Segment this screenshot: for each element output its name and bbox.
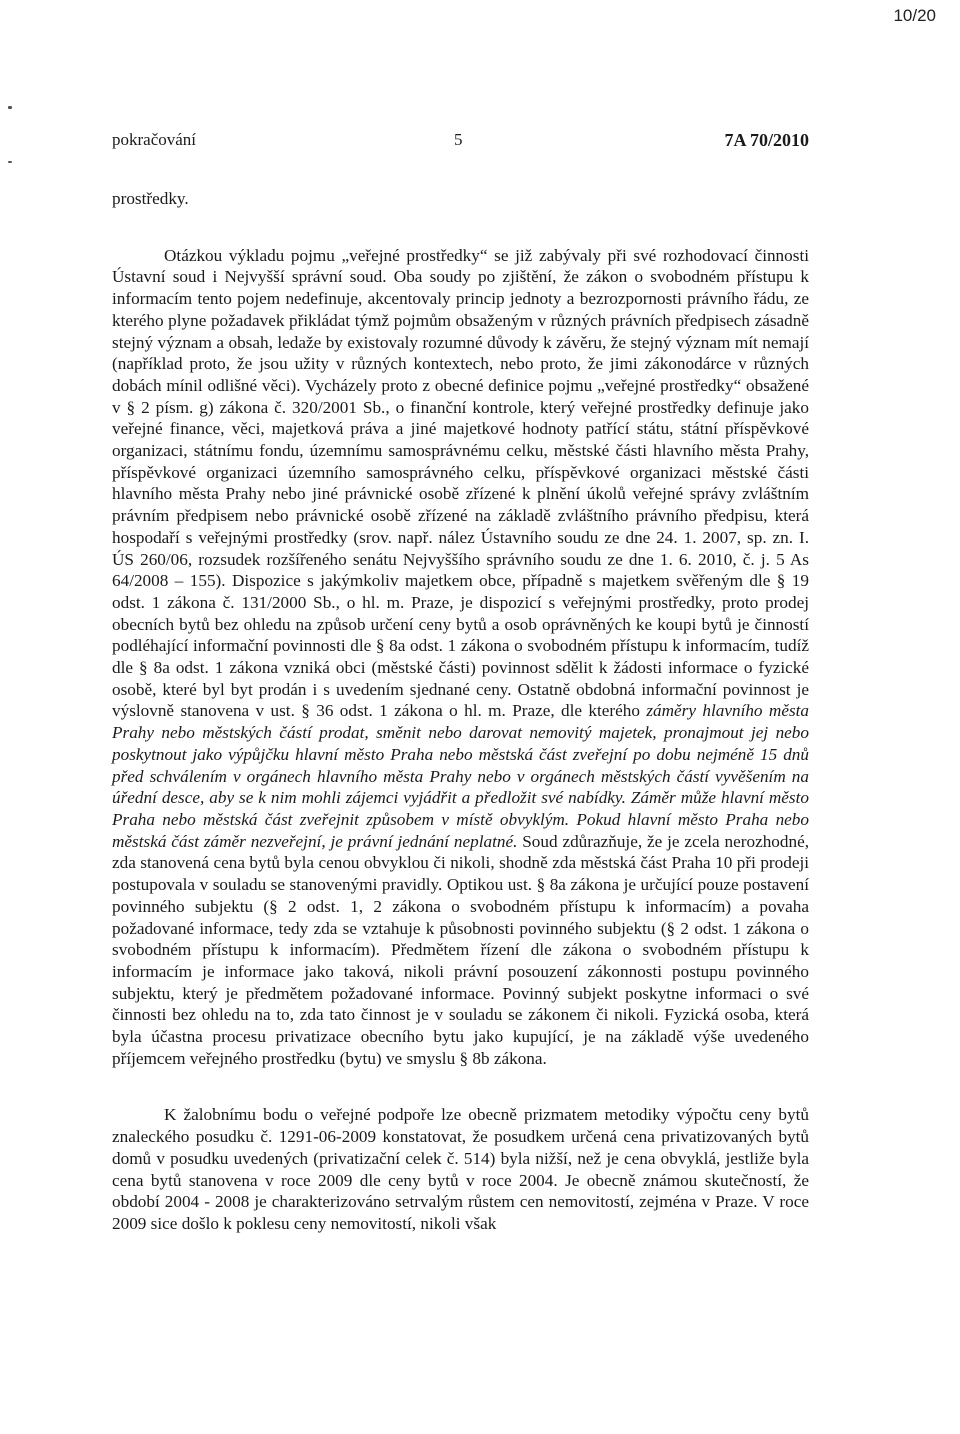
page-number: 10/20 [893, 6, 936, 25]
paragraph-opening [112, 188, 809, 210]
scan-speck [8, 161, 12, 163]
paragraph-spacer [112, 1069, 809, 1104]
italic-quotation: záměry hlavního města Prahy nebo městských částí prodat, směnit nebo darovat nemovitý majetek, pronajmout jej nebo poskytnout jako výpůjčku hlavní město Praha nebo městská část zveřejní po dobu nejméně 15 dnů před schválením v orgánech hlavního města Prahy nebo v orgánech městských částí vyvěšením na úřední desce, aby se k nim mohli zájemci vyjádřit a předložit své nabídky. Záměr může hlavní město Praha nebo městská část zveřejnit způsobem v místě obvyklým. Pokud hlavní město Praha nebo městská část záměr nezveřejní, je právní jednání neplatné. [112, 701, 810, 851]
document-body [112, 188, 809, 1235]
text-run: Otázkou výkladu pojmu „veřejné prostředky“ se již zabývaly při své rozhodovací činnosti Ústavní soud i Nejvyšší správní soud. Oba soudy po zjištění, že zákon o svobodném přístupu k informacím tento pojem nedefinuje, akcentovaly princip jednoty a bezrozpornosti právního řádu, ze kterého plyne požadavek přikládat týmž pojmům obsaženým v různých právních předpisech zásadně stejný význam a obsah, ledaže by existovaly rozumné důvody k závěru, že stejný význam mít nemají (například proto, že jsou užity v různých kontextech, nebo proto, že jimi zákonodárce v různých dobách mínil odlišné věci). Vycházely proto z obecné definice pojmu „veřejné prostředky“ obsažené v § 2 písm. g) zákona č. 320/2001 Sb., o finanční kontrole, který veřejné prostředky definuje jako veřejné finance, věci, majetková práva a jiné majetkové hodnoty patřící státu, státní příspěvkové organizaci, státnímu fondu, územnímu samosprávnému celku, městské části hlavního města Prahy, příspěvkové organizaci územního samosprávného celku, příspěvkové organizaci městské části hlavního města Prahy nebo jiné právnické osobě zřízené k plnění úkolů veřejné správy zvláštním právním předpisem nebo právnické osobě zřízené na základě zvláštního právního předpisu, která hospodaří s veřejnými prostředky (srov. např. nález Ústavního soudu ze dne 24. 1. 2007, sp. zn. I. ÚS 260/06, rozsudek rozšířeného senátu Nejvyššího správního soudu ze dne 1. 6. 2010, č. j. 5 As 64/2008 – 155). Dispozice s jakýmkoliv majetkem obce, případně s majetkem svěřeným dle § 19 odst. 1 zákona č. 131/2000 Sb., o hl. m. Praze, je dispozicí s veřejnými prostředky, proto prodej obecních bytů bez ohledu na způsob určení ceny bytů a osob oprávněných ke koupi bytů je činností podléhající informační povinnosti dle § 8a odst. 1 zákona o svobodném přístupu k informacím, tudíž dle § 8a odst. 1 zákona vzniká obci (městské části) povinnost sdělit k žádosti informace o fyzické osobě, které byl byt prodán i s uvedením sjednané ceny. Ostatně obdobná informační povinnost je výslovně stanovena v ust. § 36 odst. 1 zákona o hl. m. Praze, dle kterého [112, 245, 809, 721]
paragraph-spacer [112, 210, 809, 245]
text-run: K žalobnímu bodu o veřejné podpoře lze obecně prizmatem metodiky výpočtu ceny bytů znaleckého posudku č. 1291-06-2009 konstatovat, že posudkem určená cena privatizovaných bytů domů v posudku uvedených (privatizační celek č. 514) byla nižší, než je cena obvyklá, jestliže byla cena bytů stanovena v roce 2009 dle ceny bytů v roce 2004. Je obecně známou skutečností, že období 2004 - 2008 je charakterizováno setrvalým růstem cen nemovitostí, zejména v Praze. V roce 2009 sice došlo k poklesu ceny nemovitostí, nikoli však [112, 1105, 809, 1233]
page-header [112, 130, 809, 154]
header-case-number: 7A 70/2010 [724, 130, 809, 150]
header-continuation: pokračování [112, 130, 197, 149]
paragraph-state-aid [112, 1104, 809, 1234]
text-run: prostředky. [112, 189, 189, 208]
text-run: Soud zdůrazňuje, že je zcela nerozhodné, zda stanovená cena bytů byla cenou obvyklou či nikoli, shodně zda městská část Praha 10 při prodeji postupovala v souladu se stanovenými pravidly. Optikou ust. § 8a zákona je určující pouze postavení povinného subjektu (§ 2 odst. 1, 2 zákona o svobodném přístupu k informacím) a povaha požadované informace, tedy zda se vztahuje k působnosti povinného subjektu (§ 2 odst. 1 zákona o svobodném přístupu k informacím). Předmětem řízení dle zákona o svobodném přístupu k informacím je informace jako taková, nikoli právní posouzení zákonnosti postupu povinného subjektu, který je předmětem požadované informace. Povinný subjekt poskytne informaci o své činnosti bez ohledu na to, zda tato činnost je v souladu se zákonem či nikoli. Fyzická osoba, která byla účastna procesu privatizace obecního bytu jako kupující, je na základě výše uvedeného příjemcem veřejného prostředku (bytu) ve smyslu § 8b zákona. [112, 831, 809, 1068]
header-sheet-number: 5 [454, 130, 463, 149]
paragraph-public-funds [112, 245, 809, 1070]
scan-speck [8, 106, 12, 109]
